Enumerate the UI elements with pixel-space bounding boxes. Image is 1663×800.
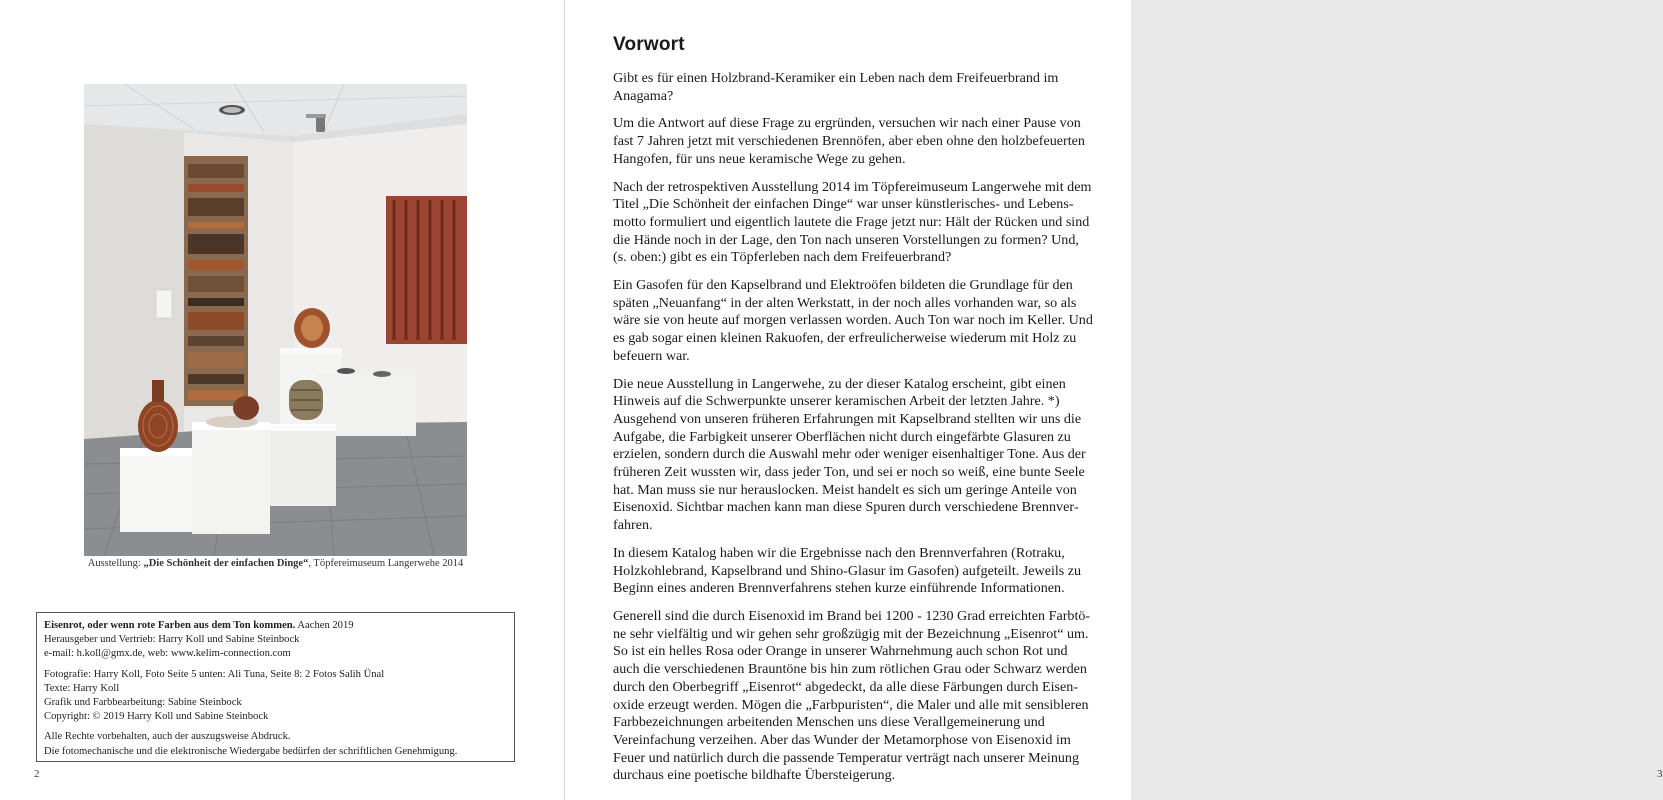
paragraph: In diesem Katalog haben wir die Ergebnisse nach den Brennverfahren (Rotraku, Holzkohlebrand, Kapselbrand und Shino-Glasur im Gasofen) aufgeteilt. Jeweils zu Beginn eines anderen Brennverfahrens stehen kurze einführende Informationen.: [613, 544, 1082, 597]
imprint-reproduction: Die fotomechanische und die elektronische Wiedergabe bedürfen der schriftlichen Genehmigung.: [44, 745, 458, 757]
paragraph: Gibt es für einen Holzbrand-Keramiker ein Leben nach dem Freifeuerbrand im Anagama?: [613, 70, 1059, 104]
paragraph: Die neue Ausstellung in Langerwehe, zu der dieser Katalog erscheint, gibt einen Hinweis auf die Schwerpunkte unserer keramischen Arbeit der letzten Jahre. *) Ausgehend von unseren früheren Erfahrungen mit Kapselbrand stellten wir uns die Aufgabe, die Farbigkeit unserer Oberflächen nicht durch eingefärbte Glasuren zu erzielen, sondern durch die Auswahl mehr oder weniger eisenhaltiger Tone. Aus der früheren Zeit wussten wir, dass jeder Ton, und sei er noch so weiß, eine bunte Seele hat. Man muss sie nur herauslocken. Meist handelt es sich um geringe Anteile von Eisenoxid. Sichtbar machen kann man diese Spuren durch verschiedene Brennverfahren.: [613, 375, 1086, 534]
foreword-heading: Vorwort: [613, 34, 685, 55]
page-number-right: 3: [1657, 768, 1663, 780]
page-number-left: 2: [34, 768, 40, 780]
left-page: [0, 0, 565, 800]
imprint-box: [36, 612, 515, 762]
imprint-title-rest: Aachen 2019: [295, 620, 354, 631]
imprint-rights: Alle Rechte vorbehalten, auch der auszugsweise Abdruck.: [44, 731, 291, 743]
exhibition-photo: [84, 84, 467, 556]
imprint-graphics: Grafik und Farbbearbeitung: Sabine Steinbock: [44, 697, 242, 709]
imprint-texts: Texte: Harry Koll: [44, 682, 120, 694]
paragraph: Generell sind die durch Eisenoxid im Brand bei 1200 - 1230 Grad erreichten Farbtöne sehr vielfältig und wir gehen sehr großzügig mit der Bezeichnung „Eisenrot“ um. So ist ein helles Rosa oder Orange in unserer Wahrnehmung auch schon Rot und auch die verschiedenen Brauntöne bis hin zum rötlichen Grau oder Schwarz werden durch den Oberbegriff „Eisenrot“ abgedeckt, da alle diese Färbungen durch Eisenoxide erzeugt werden. Mögen die „Farbpuristen“, die Maler und alle mit sensibleren Farbbezeichnungen arbeitenden Menschen uns diese Verallgemeinerung und Vereinfachung verzeihen. Aber das Wunder der Metamorphose von Eisenoxid im Feuer und natürlich durch die passende Temperatur verträgt nach unserer Meinung durchaus eine poetische bildhafte Übersteigerung.: [613, 607, 1091, 784]
foreword-text: [613, 34, 1093, 795]
paragraph: Nach der retrospektiven Ausstellung 2014 im Töpfereimuseum Langerwehe mit dem Titel „Die Schönheit der einfachen Dinge“ war unser künstlerisches- und Lebensmotto formuliert und eigentlich lautete die Frage jetzt nur: Hält der Rücken und sind die Hände noch in der Lage, den Ton nach unseren Vorstellungen zu formen? Und, (s. oben:) gibt es ein Töpferleben nach dem Freifeuerbrand?: [613, 178, 1092, 266]
right-page: [565, 0, 1663, 800]
imprint-copyright: Copyright: © 2019 Harry Koll und Sabine Steinbock: [44, 711, 269, 723]
imprint-title-bold: Eisenrot, oder wenn rote Farben aus dem Ton kommen.: [44, 620, 296, 631]
caption-suffix: , Töpfereimuseum Langerwehe 2014: [308, 558, 464, 569]
imprint-publisher: Herausgeber und Vertrieb: Harry Koll und Sabine Steinbock: [44, 634, 300, 646]
caption-prefix: Ausstellung:: [87, 558, 144, 569]
imprint-photo-credits: Fotografie: Harry Koll, Foto Seite 5 unten: Ali Tuna, Seite 8: 2 Fotos Salih Ünal: [44, 668, 385, 680]
imprint-contact: e-mail: h.koll@gmx.de, web: www.kelim-connection.com: [44, 648, 291, 660]
paragraph: Ein Gasofen für den Kapselbrand und Elektroöfen bildeten die Grundlage für den späten „Neuanfang“ in der alten Werkstatt, in der noch alles vorhanden war, so als wäre sie von heute auf morgen verlassen worden. Auch Ton war noch im Keller. Und es gab sogar einen kleinen Rakuofen, der erfreulicherweise wiederum mit Holz zu befeuern war.: [613, 277, 1093, 364]
paragraph: Um die Antwort auf diese Frage zu ergründen, versuchen wir nach einer Pause von fast 7 Jahren jetzt mit verschiedenen Brennöfen, aber eben ohne den holzbefeuerten Hangofen, für uns neue keramische Wege zu gehen.: [613, 115, 1085, 167]
caption-title: „Die Schönheit der einfachen Dinge“: [143, 558, 309, 569]
photo-caption: [84, 558, 467, 569]
imprint-title: [44, 619, 507, 633]
